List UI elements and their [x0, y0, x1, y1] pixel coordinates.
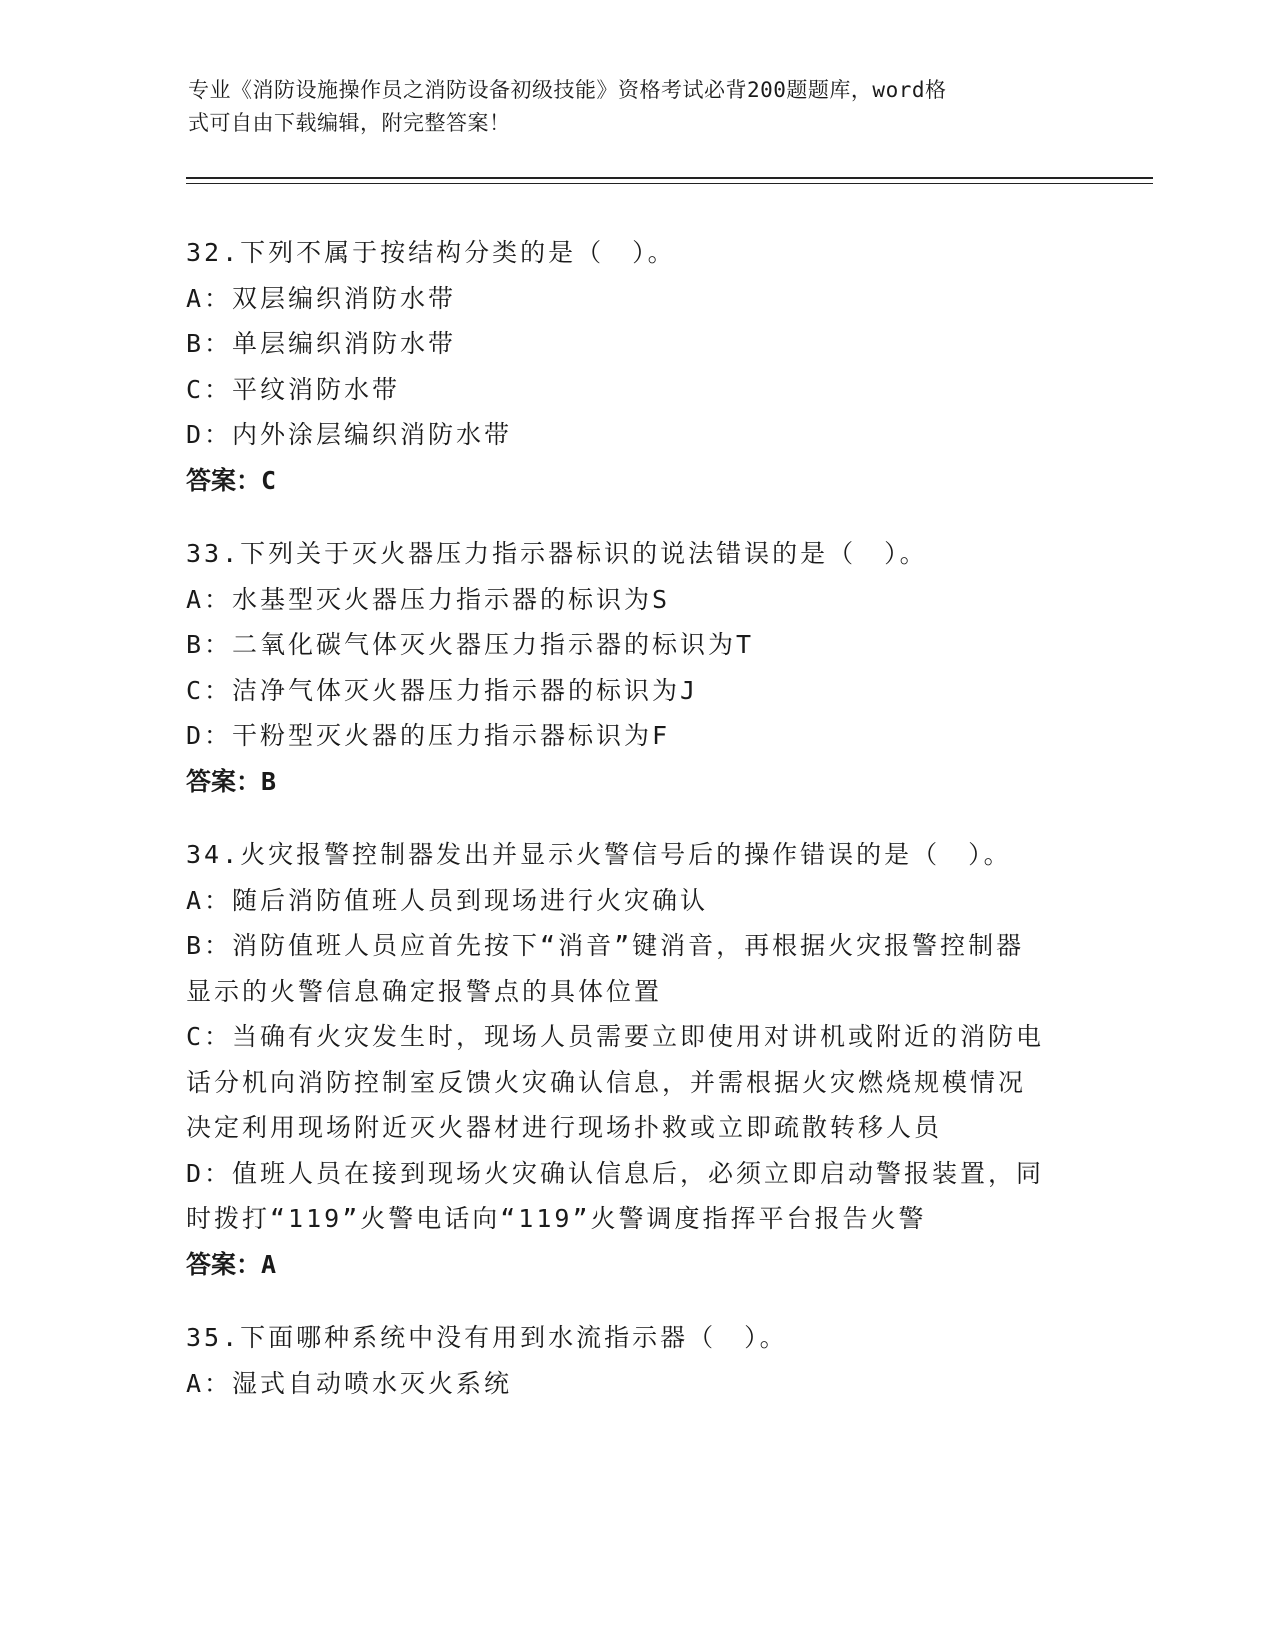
option-d-line-2: 时拨打“119”火警电话向“119”火警调度指挥平台报告火警 — [186, 1204, 927, 1233]
question-stem: 33.下列关于灭火器压力指示器标识的说法错误的是（ ）。 — [186, 539, 928, 568]
question-33 — [186, 531, 1086, 804]
option-c-line-2: 话分机向消防控制室反馈火灾确认信息，并需根据火灾燃烧规模情况 — [186, 1067, 1027, 1097]
option-d: D：内外涂层编织消防水带 — [186, 420, 513, 449]
option-b-line-1: B：消防值班人员应首先按下“消音”键消音，再根据火灾报警控制器 — [186, 931, 1025, 960]
option-c: C：平纹消防水带 — [186, 374, 401, 404]
option-c-line-3: 决定利用现场附近灭火器材进行现场扑救或立即疏散转移人员 — [186, 1113, 943, 1142]
option-a: A：湿式自动喷水灭火系统 — [186, 1368, 513, 1398]
question-35 — [186, 1315, 1086, 1406]
answer-line — [186, 458, 1086, 504]
option-c: C：洁净气体灭火器压力指示器的标识为J — [186, 675, 699, 705]
answer-label: 答案： — [186, 465, 262, 495]
header-divider — [186, 177, 1153, 184]
header-line-1: 专业《消防设施操作员之消防设备初级技能》资格考试必背200题题库，word格 — [188, 78, 947, 102]
option-d-line-1: D：值班人员在接到现场火灾确认信息后，必须立即启动警报装置，同 — [186, 1158, 1045, 1188]
question-32 — [186, 230, 1086, 503]
option-b: B：单层编织消防水带 — [186, 329, 457, 358]
option-a: A：随后消防值班人员到现场进行火灾确认 — [186, 885, 709, 915]
answer-label: 答案： — [186, 1249, 262, 1279]
question-stem: 34.火灾报警控制器发出并显示火警信号后的操作错误的是（ ）。 — [186, 840, 1012, 869]
answer-value: B — [261, 766, 277, 796]
option-b-line-2: 显示的火警信息确定报警点的具体位置 — [186, 976, 663, 1006]
question-stem: 32.下列不属于按结构分类的是（ ）。 — [186, 238, 676, 267]
question-34 — [186, 832, 1086, 1287]
question-stem: 35.下面哪种系统中没有用到水流指示器（ ）。 — [186, 1323, 788, 1352]
header-line-2: 式可自由下载编辑，附完整答案！ — [188, 111, 511, 135]
option-d: D：干粉型灭火器的压力指示器标识为F — [186, 721, 671, 750]
question-list — [186, 230, 1086, 1434]
answer-line — [186, 1242, 1086, 1288]
document-header — [188, 74, 1068, 140]
answer-line — [186, 759, 1086, 805]
option-c-line-1: C：当确有火灾发生时，现场人员需要立即使用对讲机或附近的消防电 — [186, 1022, 1045, 1051]
answer-value: A — [261, 1249, 277, 1279]
answer-value: C — [261, 465, 277, 495]
option-b: B：二氧化碳气体灭火器压力指示器的标识为T — [186, 630, 755, 659]
option-a: A：双层编织消防水带 — [186, 283, 457, 313]
answer-label: 答案： — [186, 766, 262, 796]
option-a: A：水基型灭火器压力指示器的标识为S — [186, 584, 671, 614]
